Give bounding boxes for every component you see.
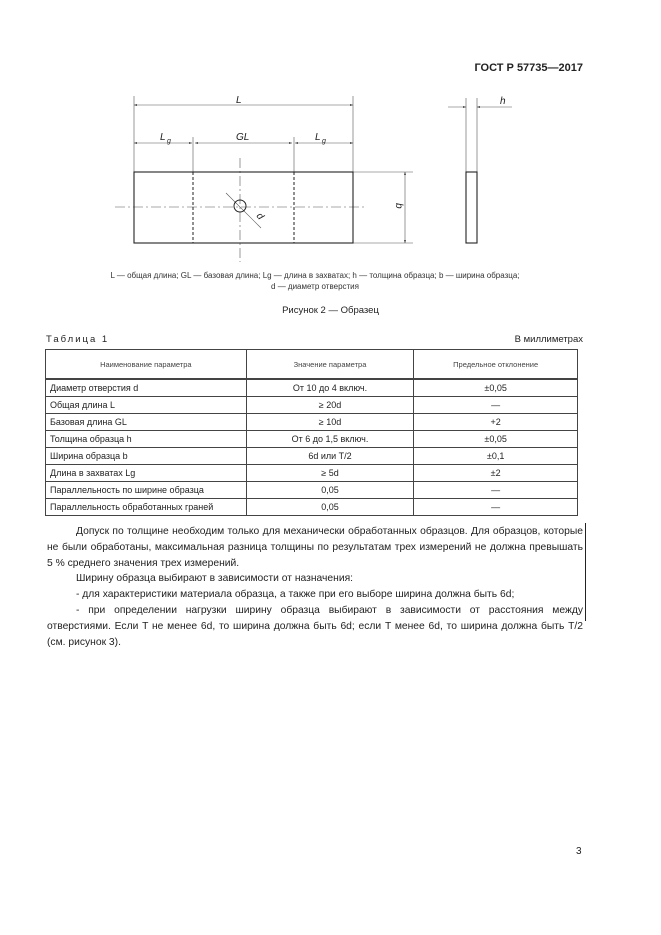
- table-cell: —: [414, 499, 578, 516]
- table-row: [46, 482, 578, 499]
- label-g: g: [167, 138, 171, 145]
- change-bar: [585, 523, 586, 621]
- table-cell: Параллельность обработанных граней: [46, 499, 247, 516]
- table-row: [46, 465, 578, 482]
- column-header: Наименование параметра: [46, 350, 247, 380]
- label-h: h: [500, 96, 506, 107]
- table-cell: От 6 до 1,5 включ.: [246, 431, 414, 448]
- table-cell: 0,05: [246, 482, 414, 499]
- figure-legend-line1: L — общая длина; GL — базовая длина; Lg — длина в захватах; h — толщина образца; b — ширина образца;: [110, 271, 520, 280]
- specimen-side-view: [466, 172, 477, 243]
- table-cell: Базовая длина GL: [46, 414, 247, 431]
- label-Lg-right: L: [315, 132, 321, 143]
- table-cell: Толщина образца h: [46, 431, 247, 448]
- table-cell: +2: [414, 414, 578, 431]
- table-cell: —: [414, 482, 578, 499]
- table-row: [46, 414, 578, 431]
- body-text: [47, 524, 583, 650]
- paragraph: Допуск по толщине необходим только для механически обработанных образцов. Для образцов, которые не были обработаны, максимальная разница толщины по результатам трех измерений не должна превышать 5 % среднего значения трех измерений.: [47, 526, 583, 569]
- label-d: d: [253, 210, 266, 223]
- table-cell: Параллельность по ширине образца: [46, 482, 247, 499]
- parameters-table: [45, 349, 578, 516]
- figure-legend-line2: d — диаметр отверстия: [271, 282, 359, 291]
- table-cell: 6d или T/2: [246, 448, 414, 465]
- paragraph: - при определении нагрузки ширину образца выбирают в зависимости от расстояния между отверстиями. Если T не менее 6d, то ширина должна быть 6d; если T менее 6d, то ширина должна быть T/2 (см. рисунок 3).: [47, 604, 583, 648]
- column-header: Предельное отклонение: [414, 350, 578, 380]
- table-cell: Длина в захватах Lg: [46, 465, 247, 482]
- label-GL: GL: [236, 132, 250, 143]
- table-row: [46, 448, 578, 465]
- document-id: ГОСТ Р 57735—2017: [474, 62, 583, 74]
- label-Lg-left: L: [160, 132, 166, 143]
- table-cell: ±0,1: [414, 448, 578, 465]
- paragraph: Ширину образца выбирают в зависимости от назначения:: [76, 573, 354, 585]
- table-cell: ±0,05: [414, 431, 578, 448]
- figure-caption: Рисунок 2 — Образец: [282, 305, 379, 316]
- table-cell: —: [414, 397, 578, 414]
- paragraph: - для характеристики материала образца, а также при его выборе ширина должна быть 6d;: [76, 589, 515, 601]
- table-cell: От 10 до 4 включ.: [246, 379, 414, 397]
- table-cell: ≥ 5d: [246, 465, 414, 482]
- table-cell: ±0,05: [414, 379, 578, 397]
- table-cell: 0,05: [246, 499, 414, 516]
- table-unit: В миллиметрах: [514, 334, 583, 345]
- table-cell: Диаметр отверстия d: [46, 379, 247, 397]
- specimen-outline: [134, 172, 353, 243]
- table-cell: ±2: [414, 465, 578, 482]
- specimen-drawing: [0, 0, 661, 330]
- table-row: [46, 499, 578, 516]
- table-cell: ≥ 10d: [246, 414, 414, 431]
- page-number: 3: [576, 846, 582, 857]
- table-row: [46, 431, 578, 448]
- label-b: b: [393, 203, 404, 209]
- table-label: Таблица 1: [46, 334, 110, 345]
- column-header: Значение параметра: [246, 350, 414, 380]
- table-cell: Общая длина L: [46, 397, 247, 414]
- label-g: g: [322, 138, 326, 145]
- table-cell: ≥ 20d: [246, 397, 414, 414]
- table-row: [46, 379, 578, 397]
- table-cell: Ширина образца b: [46, 448, 247, 465]
- label-L: L: [236, 95, 242, 106]
- table-row: [46, 397, 578, 414]
